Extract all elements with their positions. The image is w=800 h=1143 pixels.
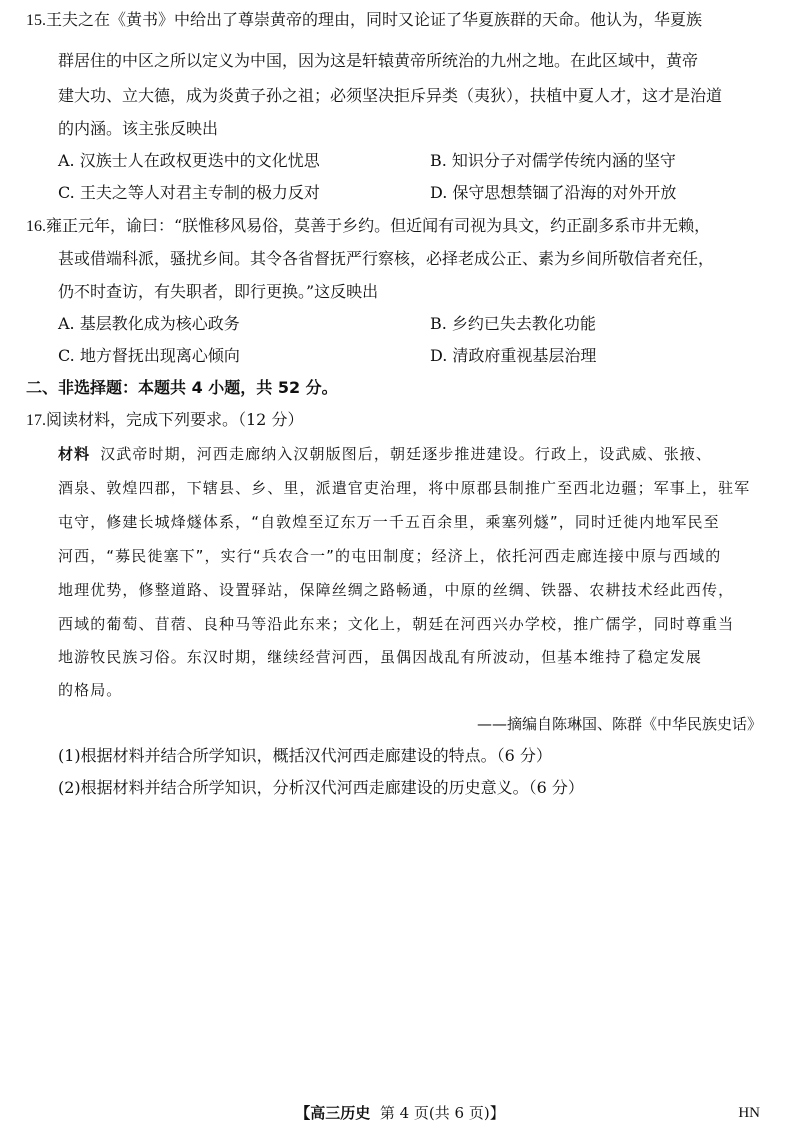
question-16-option-a[interactable]: A. 基层教化成为核心政务 [58,314,240,333]
question-17-number: 17. [26,412,46,429]
material-line-6: 西域的葡萄、苜蓿、良种马等沿此东来；文化上，朝廷在河西兴办学校，推广儒学，同时尊重当 [58,615,735,633]
section-2-heading: 二、非选择题：本题共 4 小题，共 52 分。 [26,378,338,397]
material-line-1: 材料 汉武帝时期，河西走廊纳入汉朝版图后，朝廷逐步推进建设。行政上，设武威、张掖、 [58,445,713,463]
material-line-5: 地理优势，修整道路、设置驿站，保障丝绸之路畅通，中原的丝绸、铁器、农耕技术经此西传， [58,581,735,599]
question-15-option-d[interactable]: D. 保守思想禁锢了沿海的对外开放 [430,183,677,202]
footer-code: HN [738,1105,760,1121]
question-17-stem: 17.阅读材料，完成下列要求。（12 分） [26,410,304,429]
question-17-sub-2: (2)根据材料并结合所学知识，分析汉代河西走廊建设的历史意义。（6 分） [58,778,584,797]
question-15-line-2: 群居住的中区之所以定义为中国，因为这是轩辕黄帝所统治的九州之地。在此区域中，黄帝 [58,51,699,70]
question-15-option-c[interactable]: C. 王夫之等人对君主专制的极力反对 [58,183,320,202]
question-16-number: 16. [26,218,46,235]
material-line-8: 的格局。 [58,681,123,699]
question-16-option-d[interactable]: D. 清政府重视基层治理 [430,346,597,365]
material-line-4: 河西，“募民徙塞下”，实行“兵农合一”的屯田制度；经济上，依托河西走廊连接中原与西域的 [58,547,722,565]
material-source: ——摘编自陈琳国、陈群《中华民族史话》 [476,715,762,733]
page-footer [0,1103,800,1123]
question-15-option-a[interactable]: A. 汉族士人在政权更迭中的文化忧思 [58,151,320,170]
question-16-line-3: 仍不时查访，有失职者，即行更换。”这反映出 [58,282,379,301]
question-16-option-b[interactable]: B. 乡约已失去教化功能 [430,314,596,333]
question-15-option-b[interactable]: B. 知识分子对儒学传统内涵的坚守 [430,151,676,170]
material-line-7: 地游牧民族习俗。东汉时期，继续经营河西，虽偶因战乱有所波动，但基本维持了稳定发展 [58,648,703,666]
question-15-line-3: 建大功、立大德，成为炎黄子孙之祖；必须坚决拒斥异类（夷狄），扶植中夏人才，这才是治道 [58,86,723,105]
material-label: 材料 [58,445,91,463]
footer-subject: 【高三历史 [295,1104,371,1122]
question-17-sub-1: (1)根据材料并结合所学知识，概括汉代河西走廊建设的特点。（6 分） [58,746,552,765]
question-15-line-1: 15.王夫之在《黄书》中给出了尊崇黄帝的理由，同时又论证了华夏族群的天命。他认为，华夏族 [26,10,703,29]
footer-page-number: 第 4 页(共 6 页)】 [379,1104,505,1122]
question-16-option-c[interactable]: C. 地方督抚出现离心倾向 [58,346,240,365]
material-line-3: 屯守，修建长城烽燧体系，“自敦煌至辽东万一千五百余里，乘塞列燧”，同时迁徙内地军民至 [58,513,720,531]
material-line-2: 酒泉、敦煌四郡，下辖县、乡、里，派遣官吏治理，将中原郡县制推广至西北边疆；军事上，驻军 [58,479,751,497]
question-16-line-2: 甚或借端科派，骚扰乡间。其令各省督抚严行察核，必择老成公正、素为乡间所敬信者充任， [58,249,715,268]
question-15-number: 15. [26,12,46,29]
question-15-line-4: 的内涵。该主张反映出 [58,119,219,138]
question-16-line-1: 16.雍正元年，谕曰：“朕惟移风易俗，莫善于乡约。但近闻有司视为具文，约正副多系市井无赖， [26,216,711,235]
